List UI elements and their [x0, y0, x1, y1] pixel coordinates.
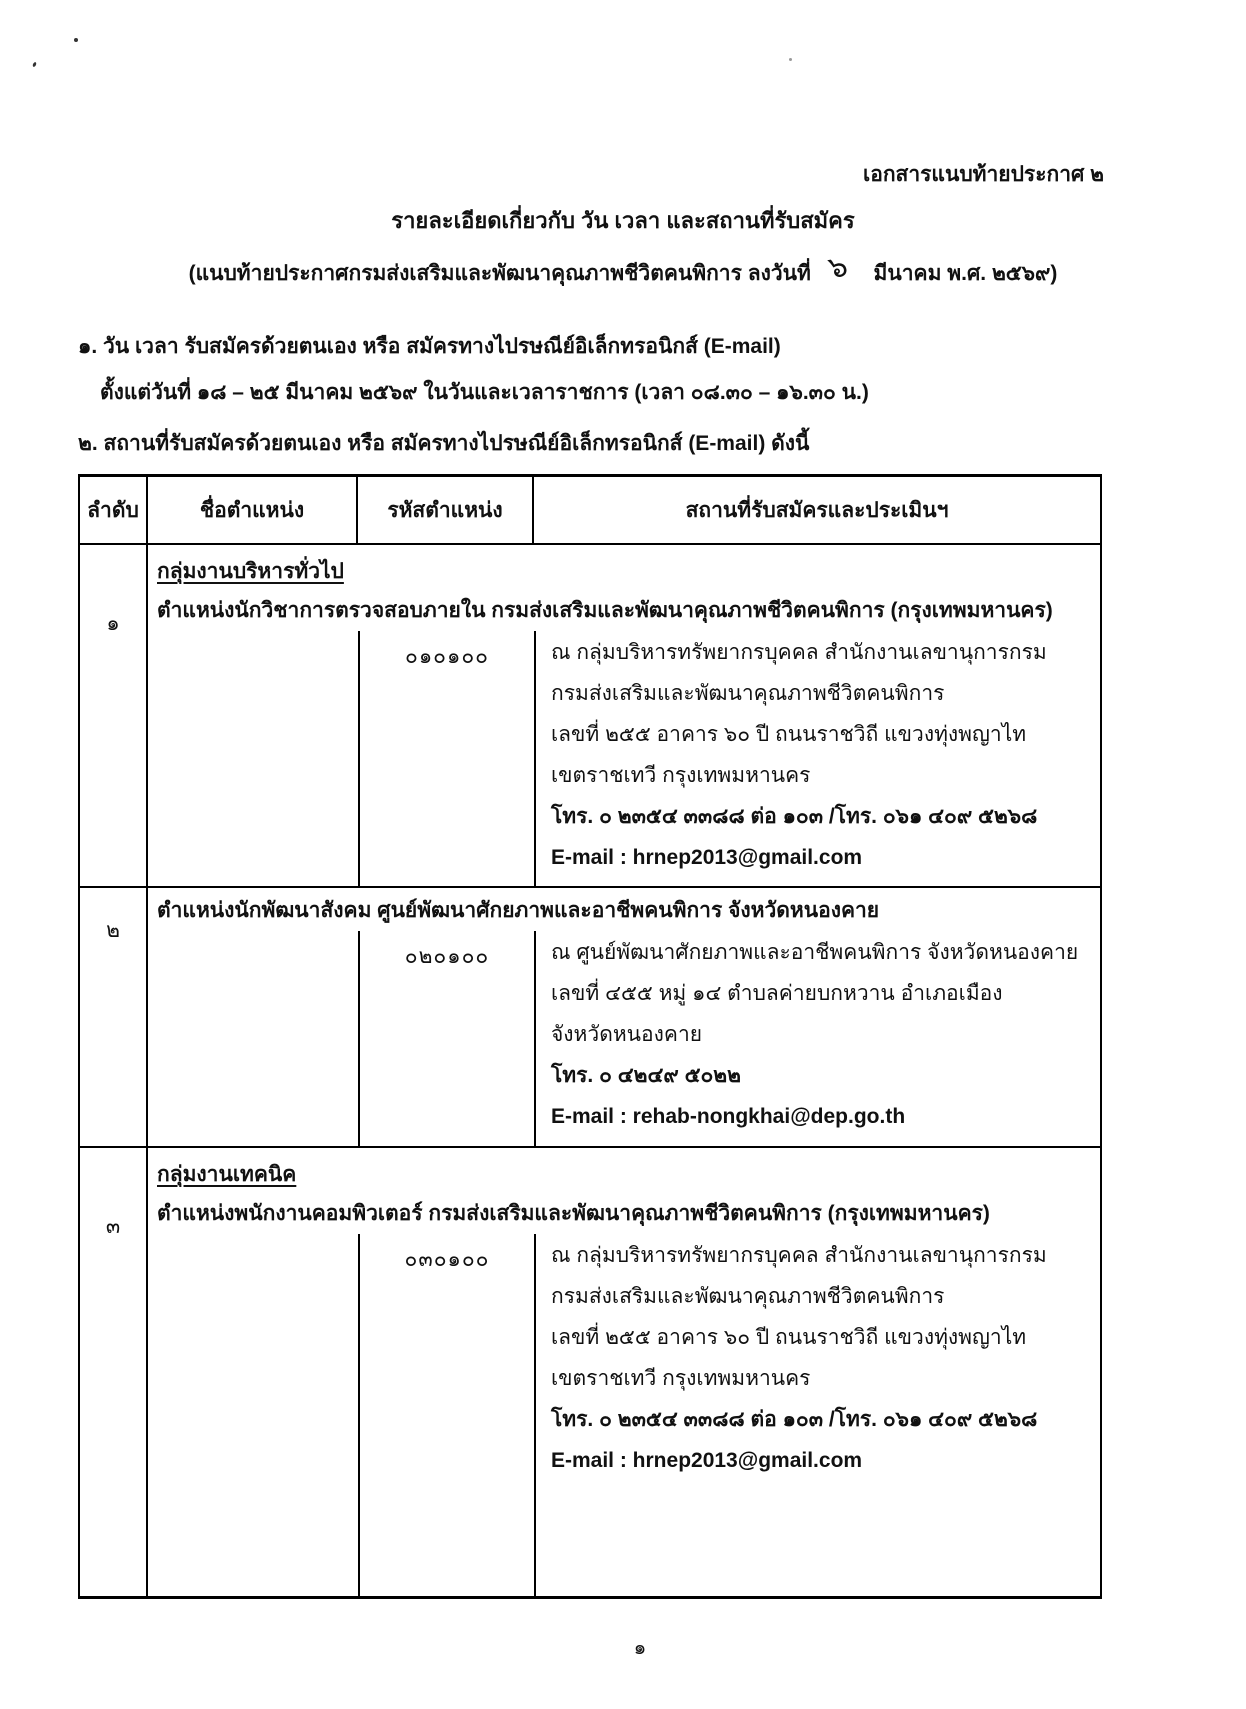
header-cell-order: ลำดับ [80, 477, 148, 543]
position-code-cell: ๐๓๐๑๐๐ [360, 1234, 536, 1596]
place-line: E-mail : hrnep2013@gmail.com [551, 1449, 863, 1472]
place-line: ณ ศูนย์พัฒนาศักยภาพและอาชีพคนพิการ จังหวัดหนองคาย [551, 941, 1079, 964]
group-heading-line [148, 1148, 1100, 1191]
place-line: เลขที่ ๔๕๕ หมู่ ๑๔ ตำบลค่ายบกหวาน อำเภอเมือง [551, 982, 1003, 1005]
row-main-cell [148, 888, 1100, 1146]
place-line: ณ กลุ่มบริหารทรัพยากรบุคคล สำนักงานเลขานุการกรม [551, 641, 1047, 664]
row-detail-area [148, 1234, 1100, 1596]
handwritten-date-day: ๖ [825, 249, 850, 286]
table-header-row [80, 477, 1100, 545]
page-number: ๑ [633, 1637, 647, 1659]
position-name-cell [148, 931, 360, 1146]
position-code-cell: ๐๒๐๑๐๐ [360, 931, 536, 1146]
subtitle-prefix: (แนบท้ายประกาศกรมส่งเสริมและพัฒนาคุณภาพชีวิตคนพิการ ลงวันที่ [188, 262, 811, 285]
place-line: ณ กลุ่มบริหารทรัพยากรบุคคล สำนักงานเลขานุการกรม [551, 1244, 1047, 1267]
table-row [80, 1148, 1100, 1596]
place-cell [536, 631, 1100, 886]
place-cell [536, 931, 1100, 1146]
place-line: กรมส่งเสริมและพัฒนาคุณภาพชีวิตคนพิการ [551, 682, 945, 705]
group-heading: กลุ่มงานเทคนิค [157, 1163, 297, 1186]
place-line: เลขที่ ๒๕๕ อาคาร ๖๐ ปี ถนนราชวิถี แขวงทุ่งพญาไท [551, 1326, 1027, 1349]
position-name-cell [148, 631, 360, 886]
section-1-body: ตั้งแต่วันที่ ๑๘ – ๒๕ มีนาคม ๒๕๖๙ ในวันและเวลาราชการ (เวลา ๐๘.๓๐ – ๑๖.๓๐ น.) [100, 381, 869, 404]
row-order-cell: ๓ [80, 1148, 148, 1596]
section-2-heading: ๒. สถานที่รับสมัครด้วยตนเอง หรือ สมัครทางไปรษณีย์อิเล็กทรอนิกส์ (E-mail) ดังนี้ [78, 432, 810, 455]
place-line: โทร. ๐ ๔๒๔๙ ๕๐๒๒ [551, 1064, 741, 1087]
group-heading: กลุ่มงานบริหารทั่วไป [157, 560, 344, 583]
header-cell-position-name: ชื่อตำแหน่ง [148, 477, 358, 543]
subtitle-suffix: มีนาคม พ.ศ. ๒๕๖๙) [873, 262, 1058, 285]
header-cell-position-code: รหัสตำแหน่ง [358, 477, 534, 543]
position-name-cell [148, 1234, 360, 1596]
position-title: ตำแหน่งนักพัฒนาสังคม ศูนย์พัฒนาศักยภาพและอาชีพคนพิการ จังหวัดหนองคาย [157, 899, 880, 922]
positions-table [78, 474, 1102, 1599]
scan-artifact-speck [789, 58, 792, 61]
scan-artifact-mark [32, 62, 37, 68]
row-main-cell [148, 1148, 1100, 1596]
position-title: ตำแหน่งนักวิชาการตรวจสอบภายใน กรมส่งเสริมและพัฒนาคุณภาพชีวิตคนพิการ (กรุงเทพมหานคร) [157, 599, 1053, 622]
header-cell-place: สถานที่รับสมัครและประเมินฯ [685, 498, 949, 522]
row-detail-area [148, 931, 1100, 1146]
place-line: โทร. ๐ ๒๓๕๔ ๓๓๘๘ ต่อ ๑๐๓ /โทร. ๐๖๑ ๔๐๙ ๕๒๖๘ [551, 805, 1038, 828]
scan-artifact-dot [74, 38, 78, 42]
position-title: ตำแหน่งพนักงานคอมพิวเตอร์ กรมส่งเสริมและพัฒนาคุณภาพชีวิตคนพิการ (กรุงเทพมหานคร) [157, 1202, 990, 1225]
group-heading-line [148, 545, 1100, 588]
row-order-cell: ๑ [80, 545, 148, 886]
place-line: เลขที่ ๒๕๕ อาคาร ๖๐ ปี ถนนราชวิถี แขวงทุ่งพญาไท [551, 723, 1027, 746]
attachment-reference: เอกสารแนบท้ายประกาศ ๒ [863, 163, 1104, 186]
place-line: E-mail : hrnep2013@gmail.com [551, 846, 863, 869]
place-line: กรมส่งเสริมและพัฒนาคุณภาพชีวิตคนพิการ [551, 1285, 945, 1308]
page-subtitle [0, 247, 1246, 294]
section-1-heading: ๑. วัน เวลา รับสมัครด้วยตนเอง หรือ สมัครทางไปรษณีย์อิเล็กทรอนิกส์ (E-mail) [78, 335, 781, 358]
place-line: เขตราชเทวี กรุงเทพมหานคร [551, 764, 811, 787]
place-cell [536, 1234, 1100, 1596]
place-line: โทร. ๐ ๒๓๕๔ ๓๓๘๘ ต่อ ๑๐๓ /โทร. ๐๖๑ ๔๐๙ ๕๒๖๘ [551, 1408, 1038, 1431]
position-code-cell: ๐๑๐๑๐๐ [360, 631, 536, 886]
table-row [80, 888, 1100, 1148]
row-order-cell: ๒ [80, 888, 148, 1146]
page-title: รายละเอียดเกี่ยวกับ วัน เวลา และสถานที่รับสมัคร [391, 208, 855, 233]
table-row [80, 545, 1100, 888]
row-main-cell [148, 545, 1100, 886]
place-line: เขตราชเทวี กรุงเทพมหานคร [551, 1367, 811, 1390]
row-detail-area [148, 631, 1100, 886]
place-line: จังหวัดหนองคาย [551, 1023, 703, 1046]
table-body [80, 545, 1100, 1596]
place-line: E-mail : rehab-nongkhai@dep.go.th [551, 1105, 906, 1128]
